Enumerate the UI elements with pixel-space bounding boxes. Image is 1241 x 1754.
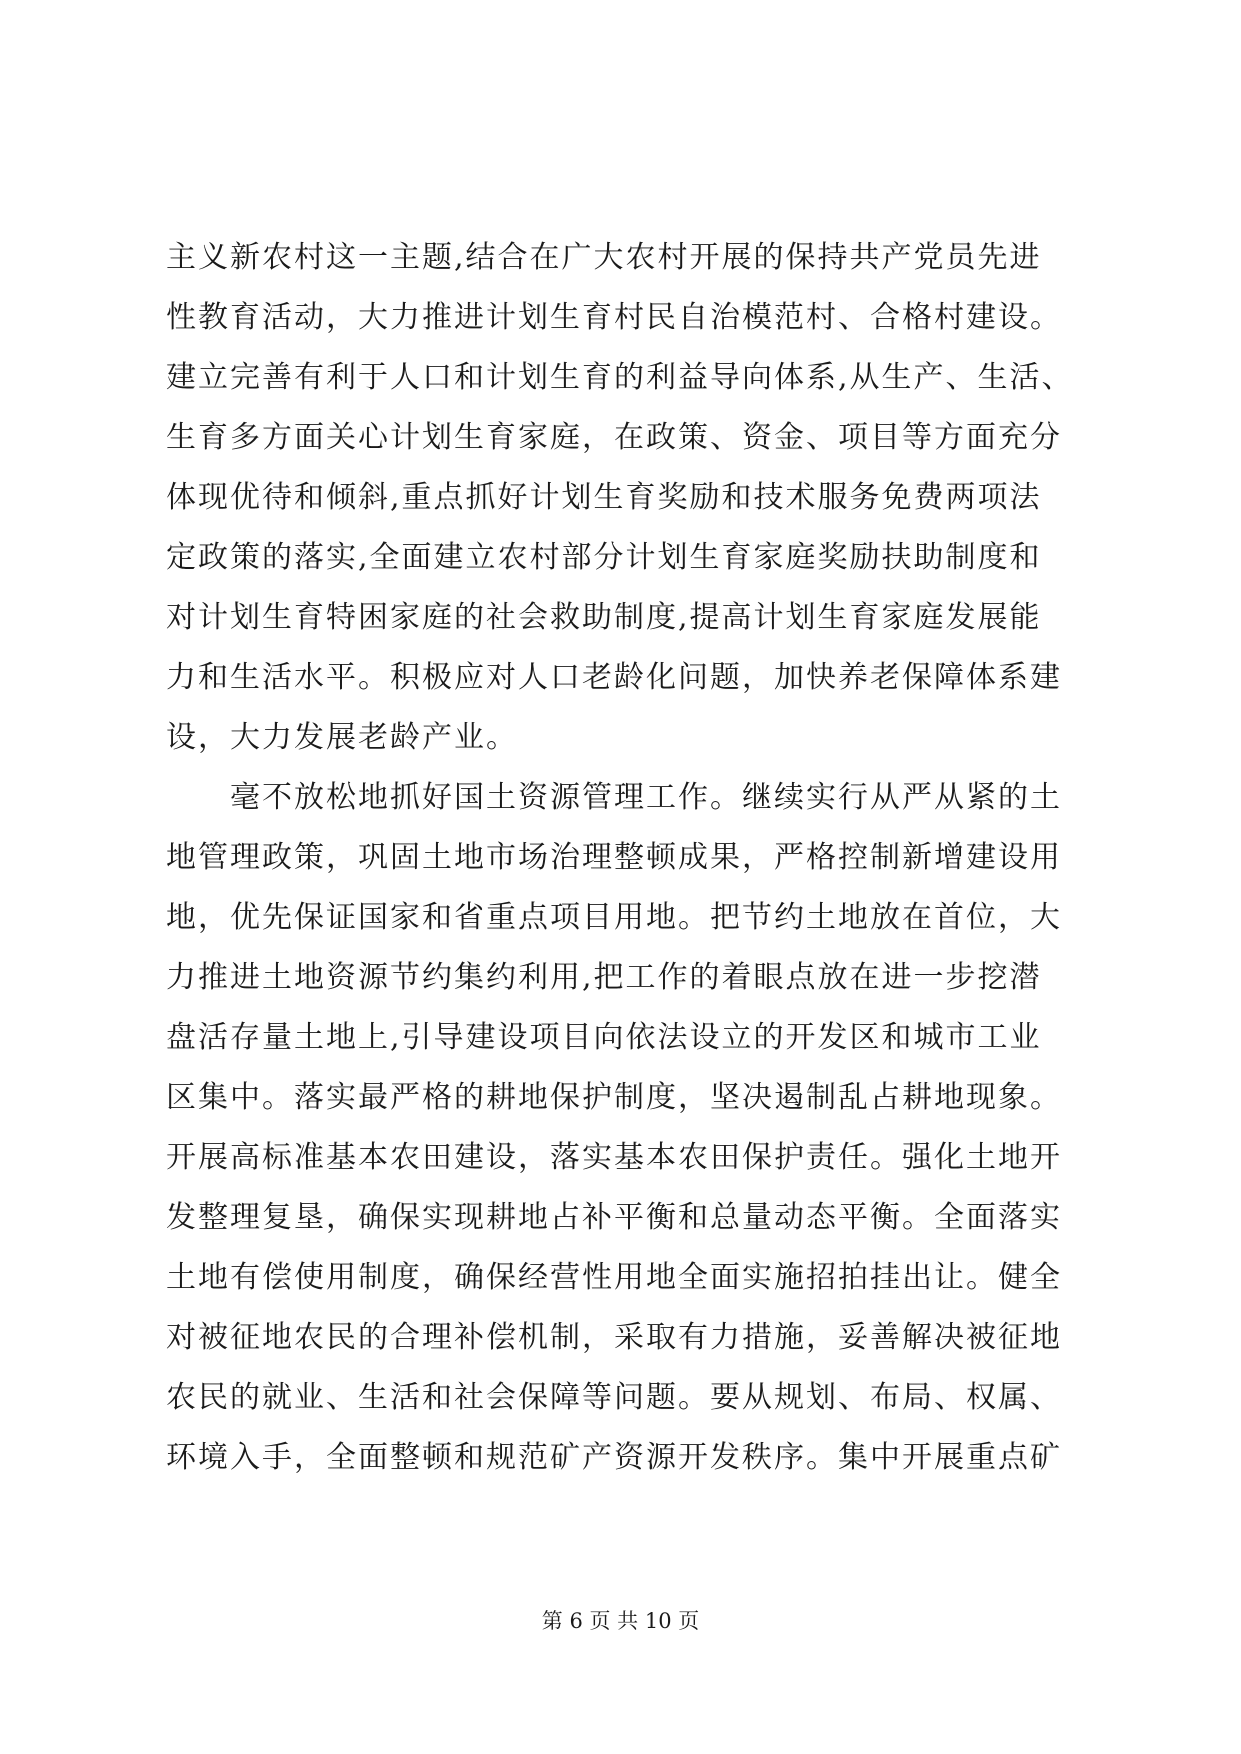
text-line: 对计划生育特困家庭的社会救助制度,提高计划生育家庭发展能	[166, 600, 1042, 635]
text-line: 农民的就业、生活和社会保障等问题。要从规划、布局、权属、	[166, 1380, 1062, 1415]
text-line: 区集中。落实最严格的耕地保护制度，坚决遏制乱占耕地现象。	[166, 1080, 1062, 1115]
text-line: 地管理政策，巩固土地市场治理整顿成果，严格控制新增建设用	[166, 840, 1062, 875]
text-line: 力推进土地资源节约集约利用,把工作的着眼点放在进一步挖潜	[166, 960, 1042, 995]
text-line: 土地有偿使用制度，确保经营性用地全面实施招拍挂出让。健全	[166, 1260, 1062, 1295]
text-line: 主义新农村这一主题,结合在广大农村开展的保持共产党员先进	[166, 240, 1042, 275]
text-line: 地，优先保证国家和省重点项目用地。把节约土地放在首位，大	[166, 900, 1062, 935]
text-line: 开展高标准基本农田建设，落实基本农田保护责任。强化土地开	[166, 1140, 1062, 1175]
text-line: 建立完善有利于人口和计划生育的利益导向体系,从生产、生活、	[166, 360, 1074, 395]
text-line: 对被征地农民的合理补偿机制，采取有力措施，妥善解决被征地	[166, 1320, 1062, 1355]
page-number-footer: 第 6 页 共 10 页	[541, 1609, 700, 1633]
text-line: 盘活存量土地上,引导建设项目向依法设立的开发区和城市工业	[166, 1020, 1042, 1055]
paragraph-first-line: 毫不放松地抓好国土资源管理工作。继续实行从严从紧的土	[230, 780, 1062, 815]
text-line: 环境入手，全面整顿和规范矿产资源开发秩序。集中开展重点矿	[166, 1440, 1062, 1475]
text-line: 性教育活动，大力推进计划生育村民自治模范村、合格村建设。	[166, 300, 1062, 335]
text-line: 体现优待和倾斜,重点抓好计划生育奖励和技术服务免费两项法	[166, 480, 1042, 515]
text-line: 发整理复垦，确保实现耕地占补平衡和总量动态平衡。全面落实	[166, 1200, 1062, 1235]
text-line: 定政策的落实,全面建立农村部分计划生育家庭奖励扶助制度和	[166, 540, 1042, 575]
text-line: 力和生活水平。积极应对人口老龄化问题，加快养老保障体系建	[166, 660, 1062, 695]
document-body	[166, 228, 1076, 1488]
text-line: 设，大力发展老龄产业。	[166, 720, 518, 755]
text-line: 生育多方面关心计划生育家庭，在政策、资金、项目等方面充分	[166, 420, 1062, 455]
